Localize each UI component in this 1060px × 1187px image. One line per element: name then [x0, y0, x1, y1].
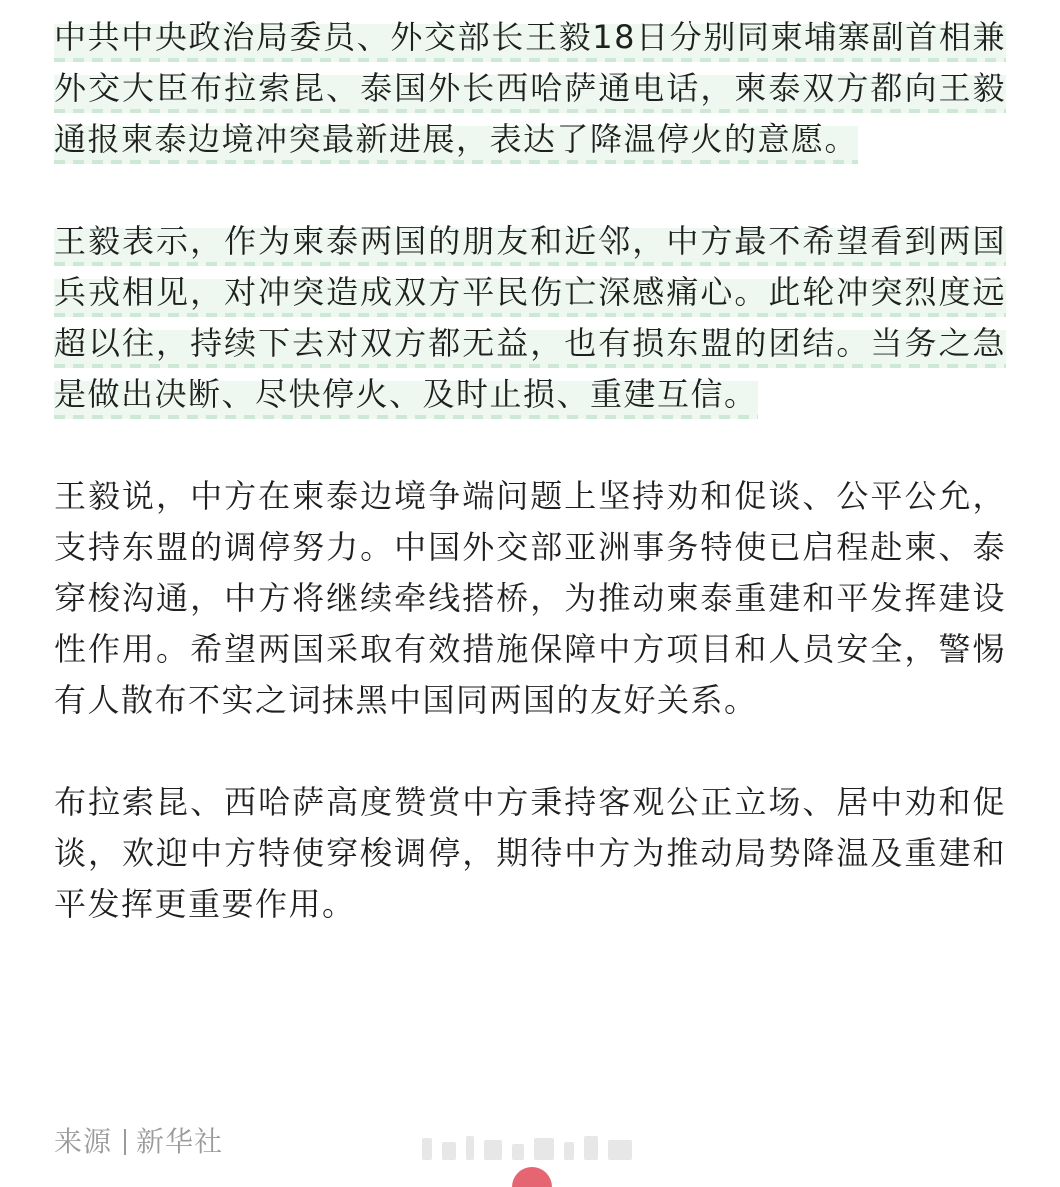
paragraph-3: 王毅说，中方在柬泰边境争端问题上坚持劝和促谈、公平公允，支持东盟的调停努力。中国外交部亚洲事务特使已启程赴柬、泰穿梭沟通，中方将继续牵线搭桥，为推动柬泰重建和平发挥建设性作用。希望两国采取有效措施保障中方项目和人员安全，警惕有人散布不实之词抹黑中国同两国的友好关系。 — [54, 477, 1006, 719]
highlighted-text: 王毅表示，作为柬泰两国的朋友和近邻，中方最不希望看到两国兵戎相见，对冲突造成双方平民伤亡深感痛心。此轮冲突烈度远超以往，持续下去对双方都无益，也有损东盟的团结。当务之急是做出决断、尽快停火、及时止损、重建互信。 — [54, 222, 1006, 419]
source-label: 来源 — [54, 1125, 113, 1158]
article-body — [54, 12, 1006, 930]
source-divider — [124, 1129, 126, 1155]
source-name: 新华社 — [136, 1125, 224, 1158]
watermark-icon — [420, 1134, 640, 1164]
highlighted-text: 中共中央政治局委员、外交部长王毅18日分别同柬埔寨副首相兼外交大臣布拉索昆、泰国外长西哈萨通电话，柬泰双方都向王毅通报柬泰边境冲突最新进展，表达了降温停火的意愿。 — [54, 18, 1006, 164]
paragraph-1 — [54, 12, 1006, 165]
floating-badge-icon — [512, 1167, 552, 1187]
paragraph-4: 布拉索昆、西哈萨高度赞赏中方秉持客观公正立场、居中劝和促谈，欢迎中方特使穿梭调停，期待中方为推动局势降温及重建和平发挥更重要作用。 — [54, 783, 1006, 923]
source-line — [54, 1122, 223, 1162]
paragraph-2 — [54, 216, 1006, 420]
